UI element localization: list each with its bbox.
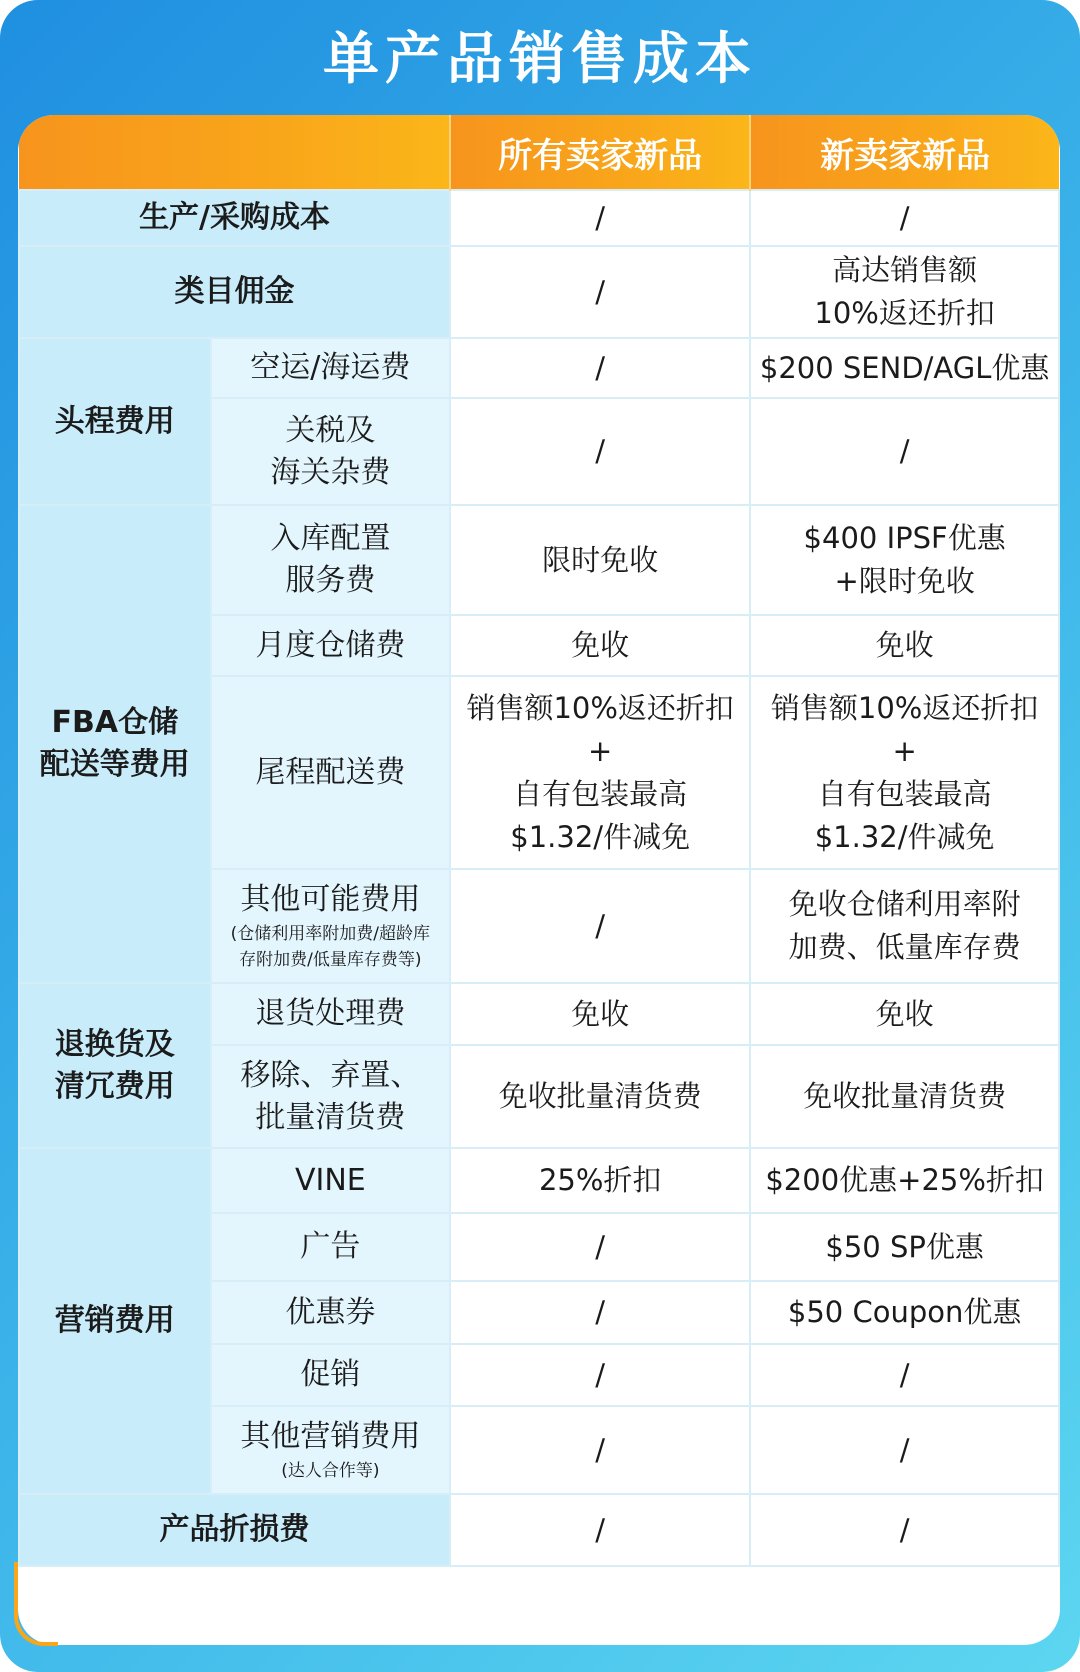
- cell-line: 自有包装最高: [817, 776, 992, 811]
- row-label-other-marketing: [211, 1406, 451, 1494]
- cell-line: +: [892, 733, 917, 768]
- cell-line: +限时免收: [834, 564, 975, 598]
- cell-all: 免收: [450, 983, 750, 1045]
- cell-all: /: [450, 398, 750, 505]
- row-label-ads: 广告: [211, 1213, 451, 1281]
- row-label-vine: VINE: [211, 1148, 451, 1213]
- cell-new: [750, 869, 1059, 983]
- group-label-marketing: 营销费用: [19, 1148, 211, 1494]
- group-label-fba: [19, 505, 211, 983]
- row-label-monthly-storage: 月度仓储费: [211, 615, 451, 676]
- label-line: 其他营销费用: [240, 1419, 421, 1454]
- table-row: [19, 505, 1059, 615]
- table-row: [19, 338, 1059, 398]
- label-line: 移除、弃置、: [240, 1057, 421, 1093]
- group-label-returns: [19, 983, 211, 1148]
- cell-new: /: [750, 1494, 1059, 1566]
- row-label-depreciation: 产品折损费: [19, 1494, 450, 1566]
- group-label-first-leg: 头程费用: [19, 338, 211, 505]
- cell-line: 自有包装最高: [513, 776, 688, 811]
- cell-line: $1.32/件减免: [814, 819, 995, 854]
- row-label-customs: [211, 398, 451, 505]
- cell-new: 免收: [750, 983, 1059, 1045]
- cell-all: /: [450, 1494, 750, 1566]
- header-new-sellers: 新卖家新品: [750, 115, 1059, 190]
- cell-line: 高达销售额: [832, 253, 978, 287]
- table-row: [19, 246, 1059, 338]
- cell-new: [750, 505, 1059, 615]
- row-label-freight: 空运/海运费: [211, 338, 451, 398]
- cell-line: 免收仓储利用率附: [788, 887, 1021, 921]
- cell-line: 销售额10%返还折扣: [770, 690, 1039, 725]
- cell-all: /: [450, 246, 750, 338]
- cell-all: /: [450, 1213, 750, 1281]
- row-label-removal: [211, 1045, 451, 1148]
- cost-table: [18, 115, 1060, 1567]
- label-line: 其他可能费用: [240, 882, 421, 917]
- cell-all: 限时免收: [450, 505, 750, 615]
- cell-line: 加费、低量库存费: [788, 930, 1021, 964]
- cell-all: [450, 676, 750, 869]
- label-line: 配送等费用: [39, 747, 190, 782]
- cell-new: $200优惠+25%折扣: [750, 1148, 1059, 1213]
- label-line: 批量清货费: [255, 1099, 406, 1135]
- cell-all: /: [450, 1281, 750, 1344]
- row-label-coupon: 优惠券: [211, 1281, 451, 1344]
- corner-decoration: [14, 1562, 58, 1646]
- header-all-sellers: 所有卖家新品: [450, 115, 750, 190]
- label-line: 海关杂费: [270, 454, 391, 490]
- cell-new: [750, 246, 1059, 338]
- label-note: (达人合作等): [281, 1461, 380, 1481]
- cell-all: 免收: [450, 615, 750, 676]
- cell-all: /: [450, 1344, 750, 1406]
- label-line: 退换货及: [54, 1026, 175, 1062]
- cell-new: $50 Coupon优惠: [750, 1281, 1059, 1344]
- cell-line: +: [588, 733, 613, 768]
- table-row: [19, 1148, 1059, 1213]
- cell-new: 免收: [750, 615, 1059, 676]
- row-label-commission: 类目佣金: [19, 246, 450, 338]
- cell-all: /: [450, 869, 750, 983]
- row-label-promo: 促销: [211, 1344, 451, 1406]
- cell-line: $400 IPSF优惠: [803, 521, 1006, 555]
- cell-all: /: [450, 190, 750, 246]
- row-label-inbound: [211, 505, 451, 615]
- cell-line: 销售额10%返还折扣: [466, 690, 734, 725]
- label-line: FBA仓储: [51, 705, 179, 740]
- cost-table-panel: [18, 115, 1060, 1645]
- table-row: [19, 190, 1059, 246]
- row-label-return-processing: 退货处理费: [211, 983, 451, 1045]
- cell-line: $1.32/件减免: [510, 819, 691, 854]
- cell-new: /: [750, 1344, 1059, 1406]
- table-header-row: [19, 115, 1059, 190]
- table-row: [19, 983, 1059, 1045]
- row-label-production: 生产/采购成本: [19, 190, 450, 246]
- label-line: 清冗费用: [54, 1068, 175, 1104]
- cell-line: 10%返还折扣: [814, 296, 995, 330]
- page-title: 单产品销售成本: [323, 27, 757, 92]
- cell-all: /: [450, 1406, 750, 1494]
- cell-new: /: [750, 398, 1059, 505]
- cell-new: /: [750, 190, 1059, 246]
- cell-new: [750, 676, 1059, 869]
- cell-all: 25%折扣: [450, 1148, 750, 1213]
- label-note: 存附加费/低量库存费等): [239, 950, 422, 970]
- label-note: (仓储利用率附加费/超龄库: [230, 924, 431, 944]
- cell-new: /: [750, 1406, 1059, 1494]
- row-label-last-mile: 尾程配送费: [211, 676, 451, 869]
- header-blank: [19, 115, 450, 190]
- row-label-other-fees: [211, 869, 451, 983]
- label-line: 关税及: [285, 412, 376, 448]
- cell-new: $50 SP优惠: [750, 1213, 1059, 1281]
- label-line: 入库配置: [270, 521, 391, 556]
- cell-all: /: [450, 338, 750, 398]
- table-row: [19, 1494, 1059, 1566]
- cell-new: 免收批量清货费: [750, 1045, 1059, 1148]
- cell-all: 免收批量清货费: [450, 1045, 750, 1148]
- label-line: 服务费: [285, 563, 376, 598]
- cell-new: $200 SEND/AGL优惠: [750, 338, 1059, 398]
